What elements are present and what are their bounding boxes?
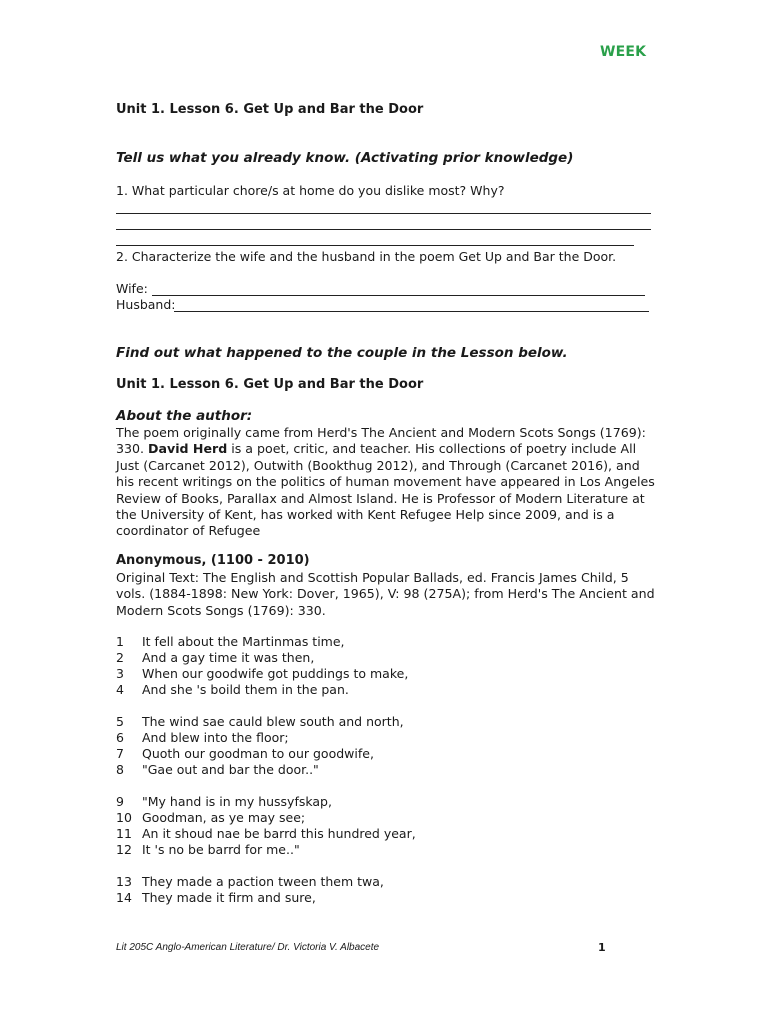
poem-line bbox=[116, 714, 416, 730]
line-text: The wind sae cauld blew south and north, bbox=[142, 714, 404, 729]
poem bbox=[116, 634, 416, 906]
stanza-gap bbox=[116, 858, 416, 874]
line-number: 12 bbox=[116, 842, 132, 857]
question-2: 2. Characterize the wife and the husband in the poem Get Up and Bar the Door. bbox=[116, 249, 617, 264]
poem-line bbox=[116, 842, 416, 858]
line-text: And she 's boild them in the pan. bbox=[142, 682, 349, 697]
line-text: And a gay time it was then, bbox=[142, 650, 315, 665]
line-number: 7 bbox=[116, 746, 124, 761]
stanza-gap bbox=[116, 778, 416, 794]
about-text-rest: is a poet, critic, and teacher. His collections of poetry include All Just (Carcanet 2012), Outwith (Bookthug 2012), and Through (Carcanet 2016), and his recent writings on the politics of human movement have appeared in Los Angeles Review of Books, Parallax and Almost Island. He is Professor of Modern Literature at the University of Kent, has worked with Kent Refugee Help since 2009, and is a coordinator of Refugee bbox=[116, 441, 655, 539]
poem-line bbox=[116, 666, 416, 682]
poem-line bbox=[116, 650, 416, 666]
line-number: 2 bbox=[116, 650, 124, 665]
poem-line bbox=[116, 682, 416, 698]
line-text: They made a paction tween them twa, bbox=[142, 874, 384, 889]
poem-line bbox=[116, 794, 416, 810]
line-text: "Gae out and bar the door.." bbox=[142, 762, 319, 777]
wife-label: Wife: bbox=[116, 281, 148, 296]
line-text: They made it firm and sure, bbox=[142, 890, 316, 905]
line-number: 6 bbox=[116, 730, 124, 745]
line-text: It 's no be barrd for me.." bbox=[142, 842, 300, 857]
line-text: Quoth our goodman to our goodwife, bbox=[142, 746, 374, 761]
line-number: 1 bbox=[116, 634, 124, 649]
poem-line bbox=[116, 890, 416, 906]
line-number: 4 bbox=[116, 682, 124, 697]
line-number: 10 bbox=[116, 810, 132, 825]
line-number: 11 bbox=[116, 826, 132, 841]
line-number: 3 bbox=[116, 666, 124, 681]
poem-line bbox=[116, 826, 416, 842]
anonymous-heading: Anonymous, (1100 - 2010) bbox=[116, 553, 310, 568]
line-number: 9 bbox=[116, 794, 124, 809]
husband-answer-line[interactable] bbox=[174, 311, 649, 312]
about-author-heading: About the author: bbox=[116, 408, 253, 424]
wife-answer-line[interactable] bbox=[152, 295, 645, 296]
poem-line bbox=[116, 874, 416, 890]
poem-line bbox=[116, 746, 416, 762]
author-name: David Herd bbox=[148, 441, 228, 457]
poem-line bbox=[116, 810, 416, 826]
answer-line-3[interactable] bbox=[116, 245, 634, 246]
line-text: It fell about the Martinmas time, bbox=[142, 634, 345, 649]
line-text: When our goodwife got puddings to make, bbox=[142, 666, 409, 681]
answer-line-2[interactable] bbox=[116, 229, 651, 230]
line-text: Goodman, as ye may see; bbox=[142, 810, 306, 825]
line-number: 5 bbox=[116, 714, 124, 729]
line-text: "My hand is in my hussyfskap, bbox=[142, 794, 332, 809]
poem-line bbox=[116, 730, 416, 746]
about-text-start: The poem originally came from Herd's The Ancient and Modern Scots Songs (1769): 330. bbox=[116, 425, 646, 457]
husband-label: Husband: bbox=[116, 297, 176, 312]
answer-line-1[interactable] bbox=[116, 213, 651, 214]
page-number: 1 bbox=[598, 941, 606, 954]
poem-line bbox=[116, 634, 416, 650]
lesson-title: Unit 1. Lesson 6. Get Up and Bar the Door bbox=[116, 102, 424, 117]
question-1: 1. What particular chore/s at home do you dislike most? Why? bbox=[116, 183, 505, 198]
footer-course: Lit 205C Anglo-American Literature/ Dr. Victoria V. Albacete bbox=[116, 942, 380, 953]
original-text-citation: Original Text: The English and Scottish Popular Ballads, ed. Francis James Child, 5 vols. (1884-1898: New York: Dover, 1965), V: 98 (275A); from Herd's The Ancient and Modern Scots Songs (1769): 330. bbox=[116, 570, 655, 618]
prior-knowledge-heading: Tell us what you already know. (Activating prior knowledge) bbox=[116, 150, 574, 166]
week-label: WEEK bbox=[600, 44, 647, 60]
lesson-title-repeat: Unit 1. Lesson 6. Get Up and Bar the Door bbox=[116, 377, 424, 392]
about-author-text bbox=[116, 425, 656, 540]
poem-line bbox=[116, 762, 416, 778]
line-number: 8 bbox=[116, 762, 124, 777]
line-text: And blew into the floor; bbox=[142, 730, 289, 745]
line-number: 13 bbox=[116, 874, 132, 889]
line-text: An it shoud nae be barrd this hundred year, bbox=[142, 826, 416, 841]
find-out-heading: Find out what happened to the couple in the Lesson below. bbox=[116, 345, 568, 361]
line-number: 14 bbox=[116, 890, 132, 905]
stanza-gap bbox=[116, 698, 416, 714]
